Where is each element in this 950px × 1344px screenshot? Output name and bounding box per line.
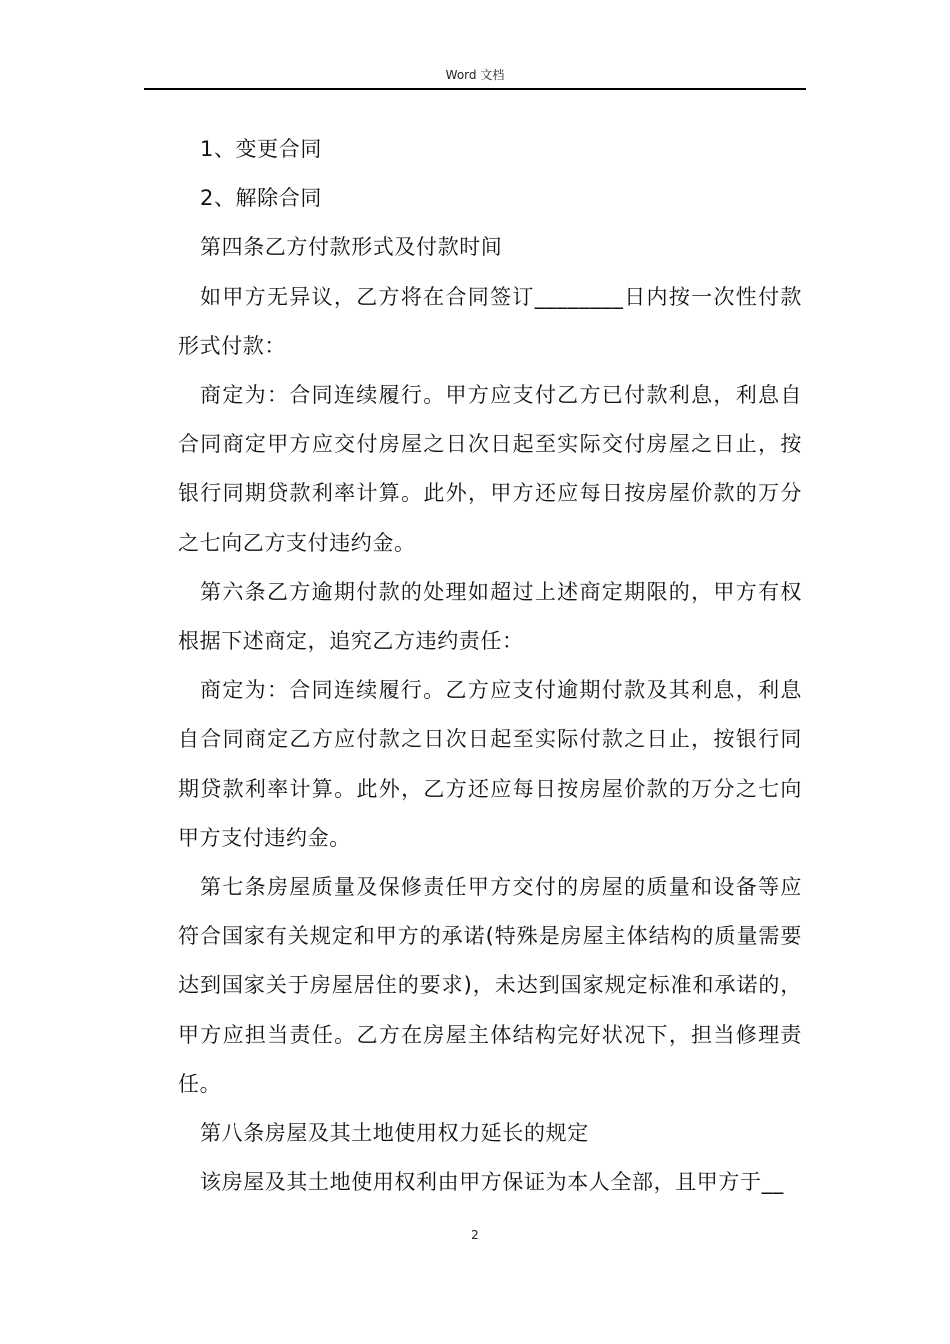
payment-paragraph: 如甲方无异议，乙方将在合同签订________日内按一次性付款形式付款： xyxy=(178,284,802,358)
party-b-penalty-paragraph: 商定为：合同连续履行。乙方应支付逾期付款及其利息，利息自合同商定乙方应付款之日次日起至实际付款之日止，按银行同期贷款利率计算。此外，乙方还应每日按房屋价款的万分之七向甲方支付违约金。 xyxy=(178,678,802,850)
header-title: Word 文档 xyxy=(445,68,505,82)
page-number: 2 xyxy=(471,1228,479,1242)
page-header xyxy=(144,62,806,90)
document-body xyxy=(178,125,802,1207)
list-item-terminate-contract: 2、解除合同 xyxy=(200,186,322,211)
party-a-penalty-paragraph: 商定为：合同连续履行。甲方应支付乙方已付款利息，利息自合同商定甲方应交付房屋之日次日起至实际交付房屋之日止，按银行同期贷款利率计算。此外，甲方还应每日按房屋价款的万分之七向乙方支付违约金。 xyxy=(178,383,802,555)
land-use-paragraph: 该房屋及其土地使用权利由甲方保证为本人全部，且甲方于__ xyxy=(200,1170,784,1195)
list-item-change-contract: 1、变更合同 xyxy=(200,137,322,161)
article-6-paragraph: 第六条乙方逾期付款的处理如超过上述商定期限的，甲方有权根据下述商定，追究乙方违约责任： xyxy=(178,579,802,654)
article-7-paragraph: 第七条房屋质量及保修责任甲方交付的房屋的质量和设备等应符合国家有关规定和甲方的承诺(特殊是房屋主体结构的质量需要达到国家关于房屋居住的要求)，未达到国家规定标准和承诺的，甲方应担当责任。乙方在房屋主体结构完好状况下，担当修理责任。 xyxy=(178,875,802,1096)
article-8-heading: 第八条房屋及其土地使用权力延长的规定 xyxy=(200,1121,589,1146)
article-4-heading: 第四条乙方付款形式及付款时间 xyxy=(200,235,503,260)
